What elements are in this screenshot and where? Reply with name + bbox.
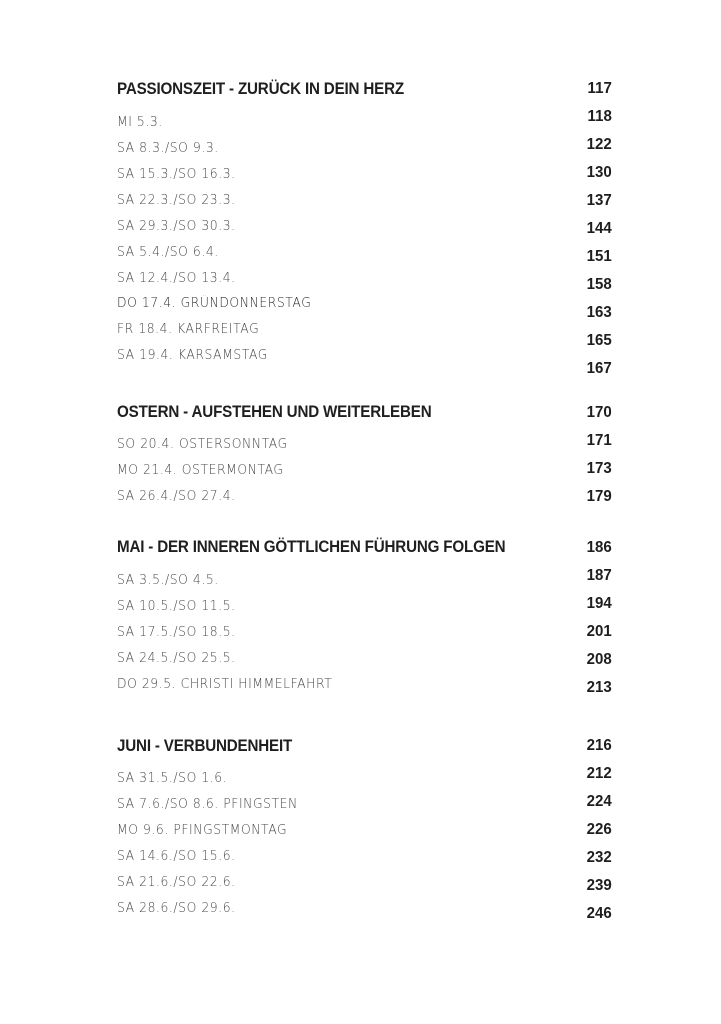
toc-entry: SA 17.5./SO 18.5. (117, 625, 236, 640)
toc-entry: SA 15.3./SO 16.3. (117, 167, 236, 182)
entry-page-number: 122 (586, 136, 612, 153)
toc-entry: SA 24.5./SO 25.5. (117, 651, 236, 666)
entry-page-number: 187 (586, 567, 612, 584)
section-heading-passionszeit: PASSIONSZEIT - ZURÜCK IN DEIN HERZ (117, 80, 404, 98)
toc-entry: SA 7.6./SO 8.6. PFINGSTEN (117, 797, 298, 812)
toc-entry: SO 20.4. OSTERSONNTAG (117, 437, 288, 452)
entry-page-number: 212 (586, 765, 612, 782)
entry-page-number: 246 (586, 905, 612, 922)
toc-entry: MO 21.4. OSTERMONTAG (117, 463, 284, 478)
section-heading-mai: MAI - DER INNEREN GÖTTLICHEN FÜHRUNG FOLGEN (117, 538, 506, 556)
toc-entry: SA 12.4./SO 13.4. (117, 271, 236, 286)
section-page-number: 170 (586, 404, 612, 421)
toc-entry: DO 29.5. CHRISTI HIMMELFAHRT (117, 677, 333, 692)
section-page-number: 117 (587, 80, 612, 97)
entry-page-number: 171 (586, 432, 612, 449)
toc-entry: SA 3.5./SO 4.5. (117, 573, 219, 588)
entry-page-number: 239 (586, 877, 612, 894)
section-heading-juni: JUNI - VERBUNDENHEIT (117, 737, 293, 755)
entry-page-number: 213 (586, 679, 612, 696)
entry-page-number: 208 (586, 651, 612, 668)
toc-entry: SA 29.3./SO 30.3. (117, 219, 236, 234)
entry-page-number: 158 (586, 276, 612, 293)
entry-page-number: 226 (586, 821, 612, 838)
entry-page-number: 232 (586, 849, 612, 866)
toc-entry: FR 18.4. KARFREITAG (117, 322, 260, 337)
toc-entry: SA 14.6./SO 15.6. (117, 849, 236, 864)
entry-page-number: 194 (586, 595, 612, 612)
entry-page-number: 201 (586, 623, 612, 640)
entry-page-number: 224 (586, 793, 612, 810)
toc-entry: SA 8.3./SO 9.3. (117, 141, 219, 156)
toc-entry: SA 28.6./SO 29.6. (117, 901, 236, 916)
entry-page-number: 167 (586, 360, 612, 377)
entry-page-number: 130 (586, 164, 612, 181)
entry-page-number: 151 (586, 248, 612, 265)
entry-page-number: 179 (586, 488, 612, 505)
section-heading-ostern: OSTERN - AUFSTEHEN UND WEITERLEBEN (117, 403, 432, 421)
toc-entry: MO 9.6. PFINGSTMONTAG (117, 823, 288, 838)
entry-page-number: 137 (586, 192, 612, 209)
toc-entry: SA 21.6./SO 22.6. (117, 875, 236, 890)
toc-entry: SA 26.4./SO 27.4. (117, 489, 236, 504)
entry-page-number: 118 (587, 108, 612, 125)
entry-page-number: 163 (586, 304, 612, 321)
entry-page-number: 173 (586, 460, 612, 477)
toc-entry: DO 17.4. GRÜNDONNERSTAG (117, 296, 312, 311)
toc-entry: MI 5.3. (117, 115, 163, 130)
toc-entry: SA 5.4./SO 6.4. (117, 245, 219, 260)
entry-page-number: 144 (586, 220, 612, 237)
toc-entry: SA 22.3./SO 23.3. (117, 193, 236, 208)
section-page-number: 186 (586, 539, 612, 556)
toc-entry: SA 19.4. KARSAMSTAG (117, 348, 268, 363)
entry-page-number: 165 (586, 332, 612, 349)
toc-entry: SA 10.5./SO 11.5. (117, 599, 236, 614)
toc-entry: SA 31.5./SO 1.6. (117, 771, 228, 786)
section-page-number: 216 (586, 737, 612, 754)
